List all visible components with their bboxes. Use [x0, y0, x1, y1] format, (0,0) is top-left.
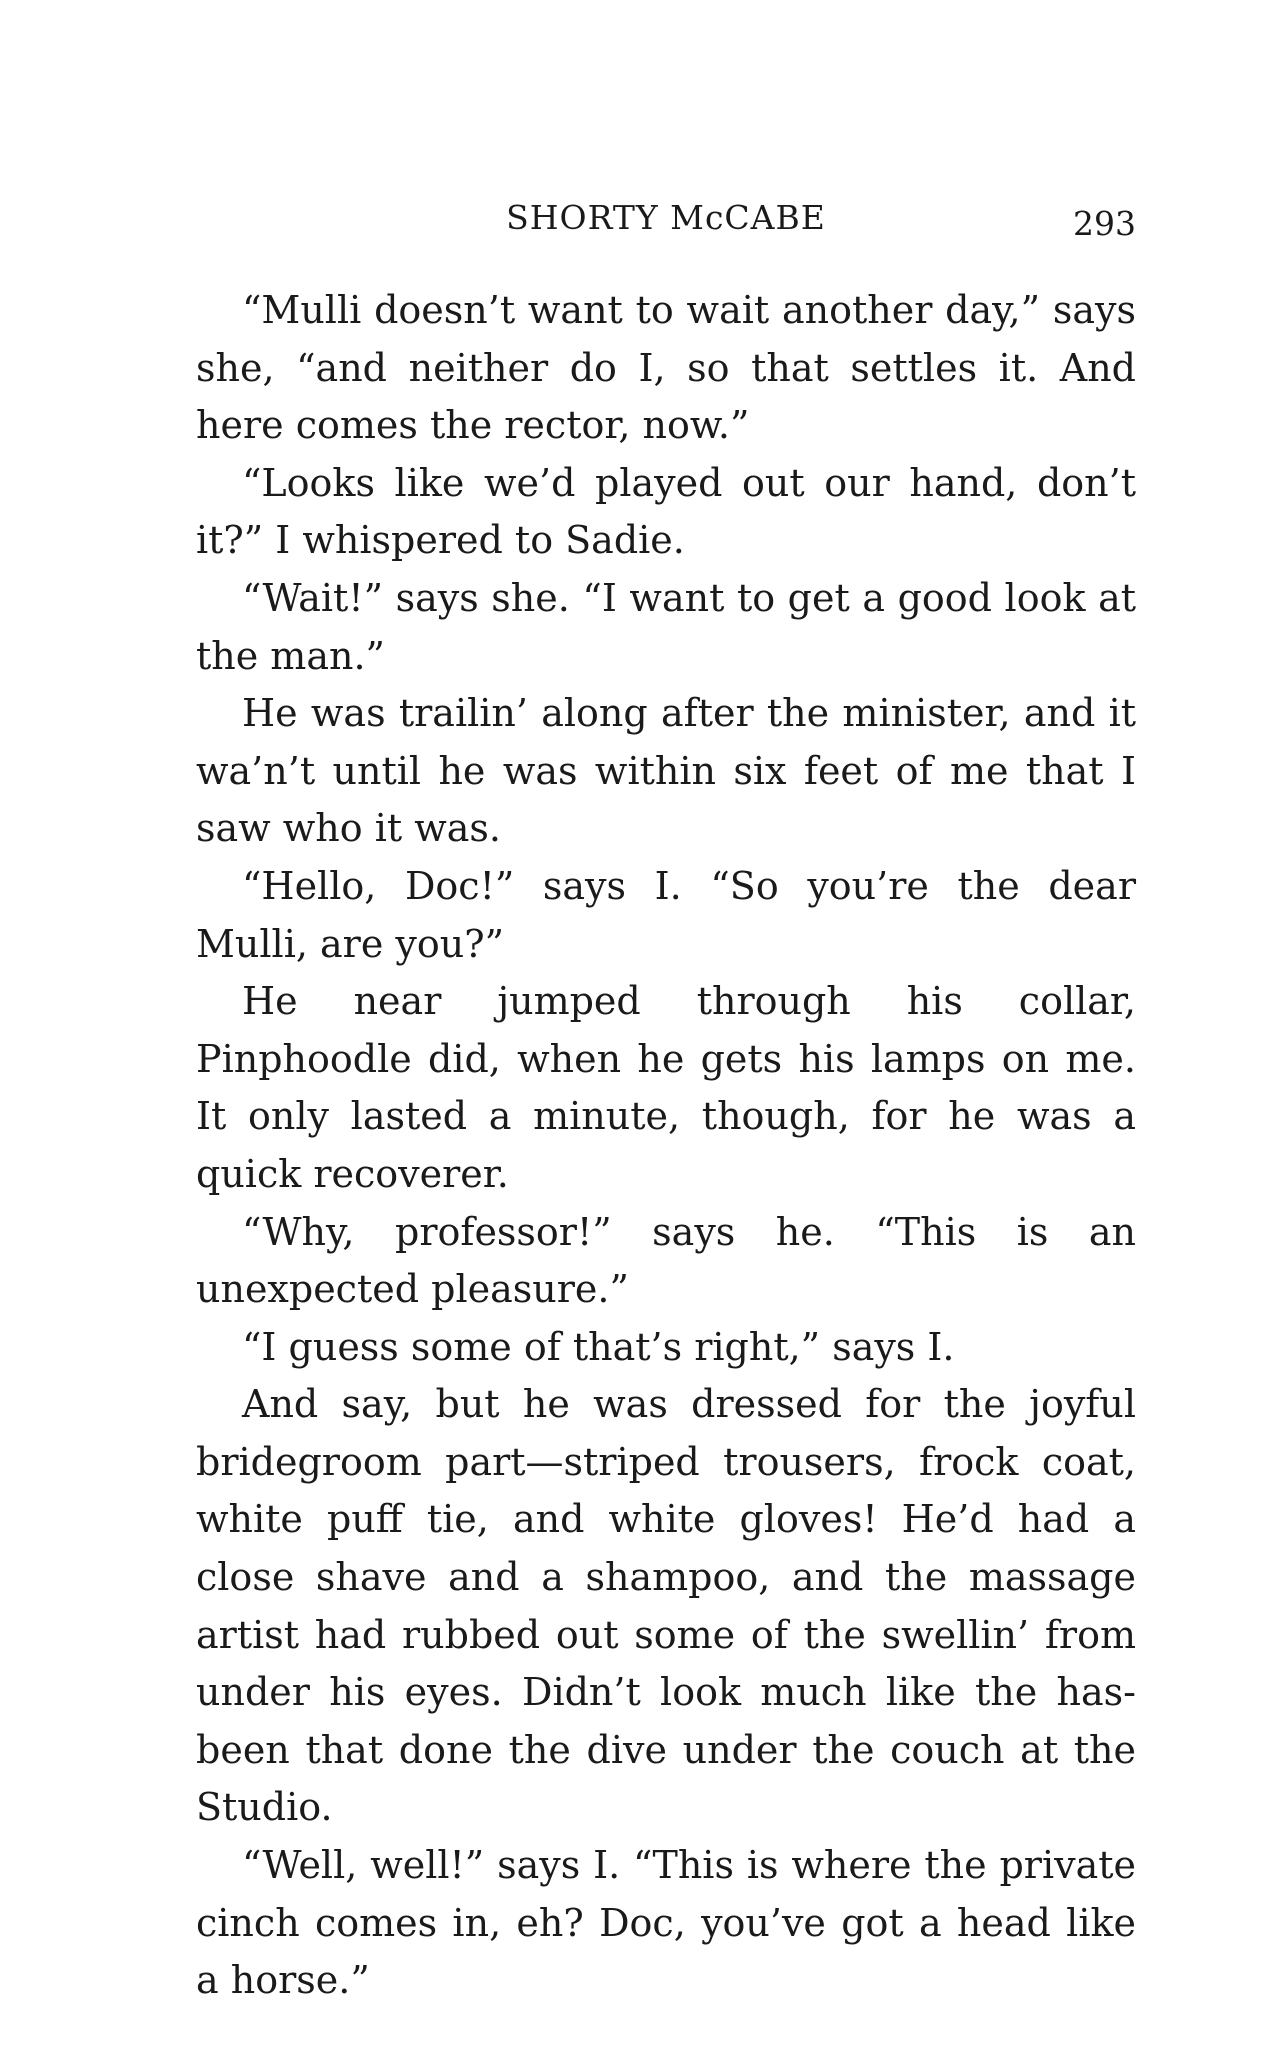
page-number: 293: [1073, 204, 1136, 243]
paragraph: “Mulli doesn’t want to wait another day,” says she, “and neither do I, so that settles it. And here comes the rector, now.”: [196, 288, 1136, 448]
running-head: [196, 198, 1136, 242]
paragraph: He was trailin’ along after the minister, and it wa’n’t until he was within six feet of me that I saw who it was.: [196, 691, 1136, 851]
paragraph: “Wait!” says she. “I want to get a good look at the man.”: [196, 575, 1136, 678]
paragraph: “Hello, Doc!” says I. “So you’re the dear Mulli, are you?”: [196, 863, 1136, 966]
paragraph: “Looks like we’d played out our hand, don’t it?” I whispered to Sadie.: [196, 460, 1136, 563]
paragraph: “Why, professor!” says he. “This is an unexpected pleasure.”: [196, 1209, 1136, 1312]
paragraph: “Well, well!” says I. “This is where the private cinch comes in, eh? Doc, you’ve got a head like a horse.”: [196, 1843, 1136, 2003]
paragraph: And say, but he was dressed for the joyful bridegroom part—striped trousers, frock coat, white puff tie, and white gloves! He’d had a close shave and a shampoo, and the massage artist had rubbed out some of the swellin’ from under his eyes. Didn’t look much like the has-been that done the dive under the couch at the Studio.: [196, 1382, 1136, 1830]
body-text: [196, 282, 1136, 2010]
paragraph: “I guess some of that’s right,” says I.: [242, 1324, 955, 1369]
paragraph: He near jumped through his collar, Pinphoodle did, when he gets his lamps on me. It only lasted a minute, though, for he was a quick recoverer.: [196, 979, 1136, 1196]
running-title: SHORTY McCABE: [506, 198, 826, 237]
